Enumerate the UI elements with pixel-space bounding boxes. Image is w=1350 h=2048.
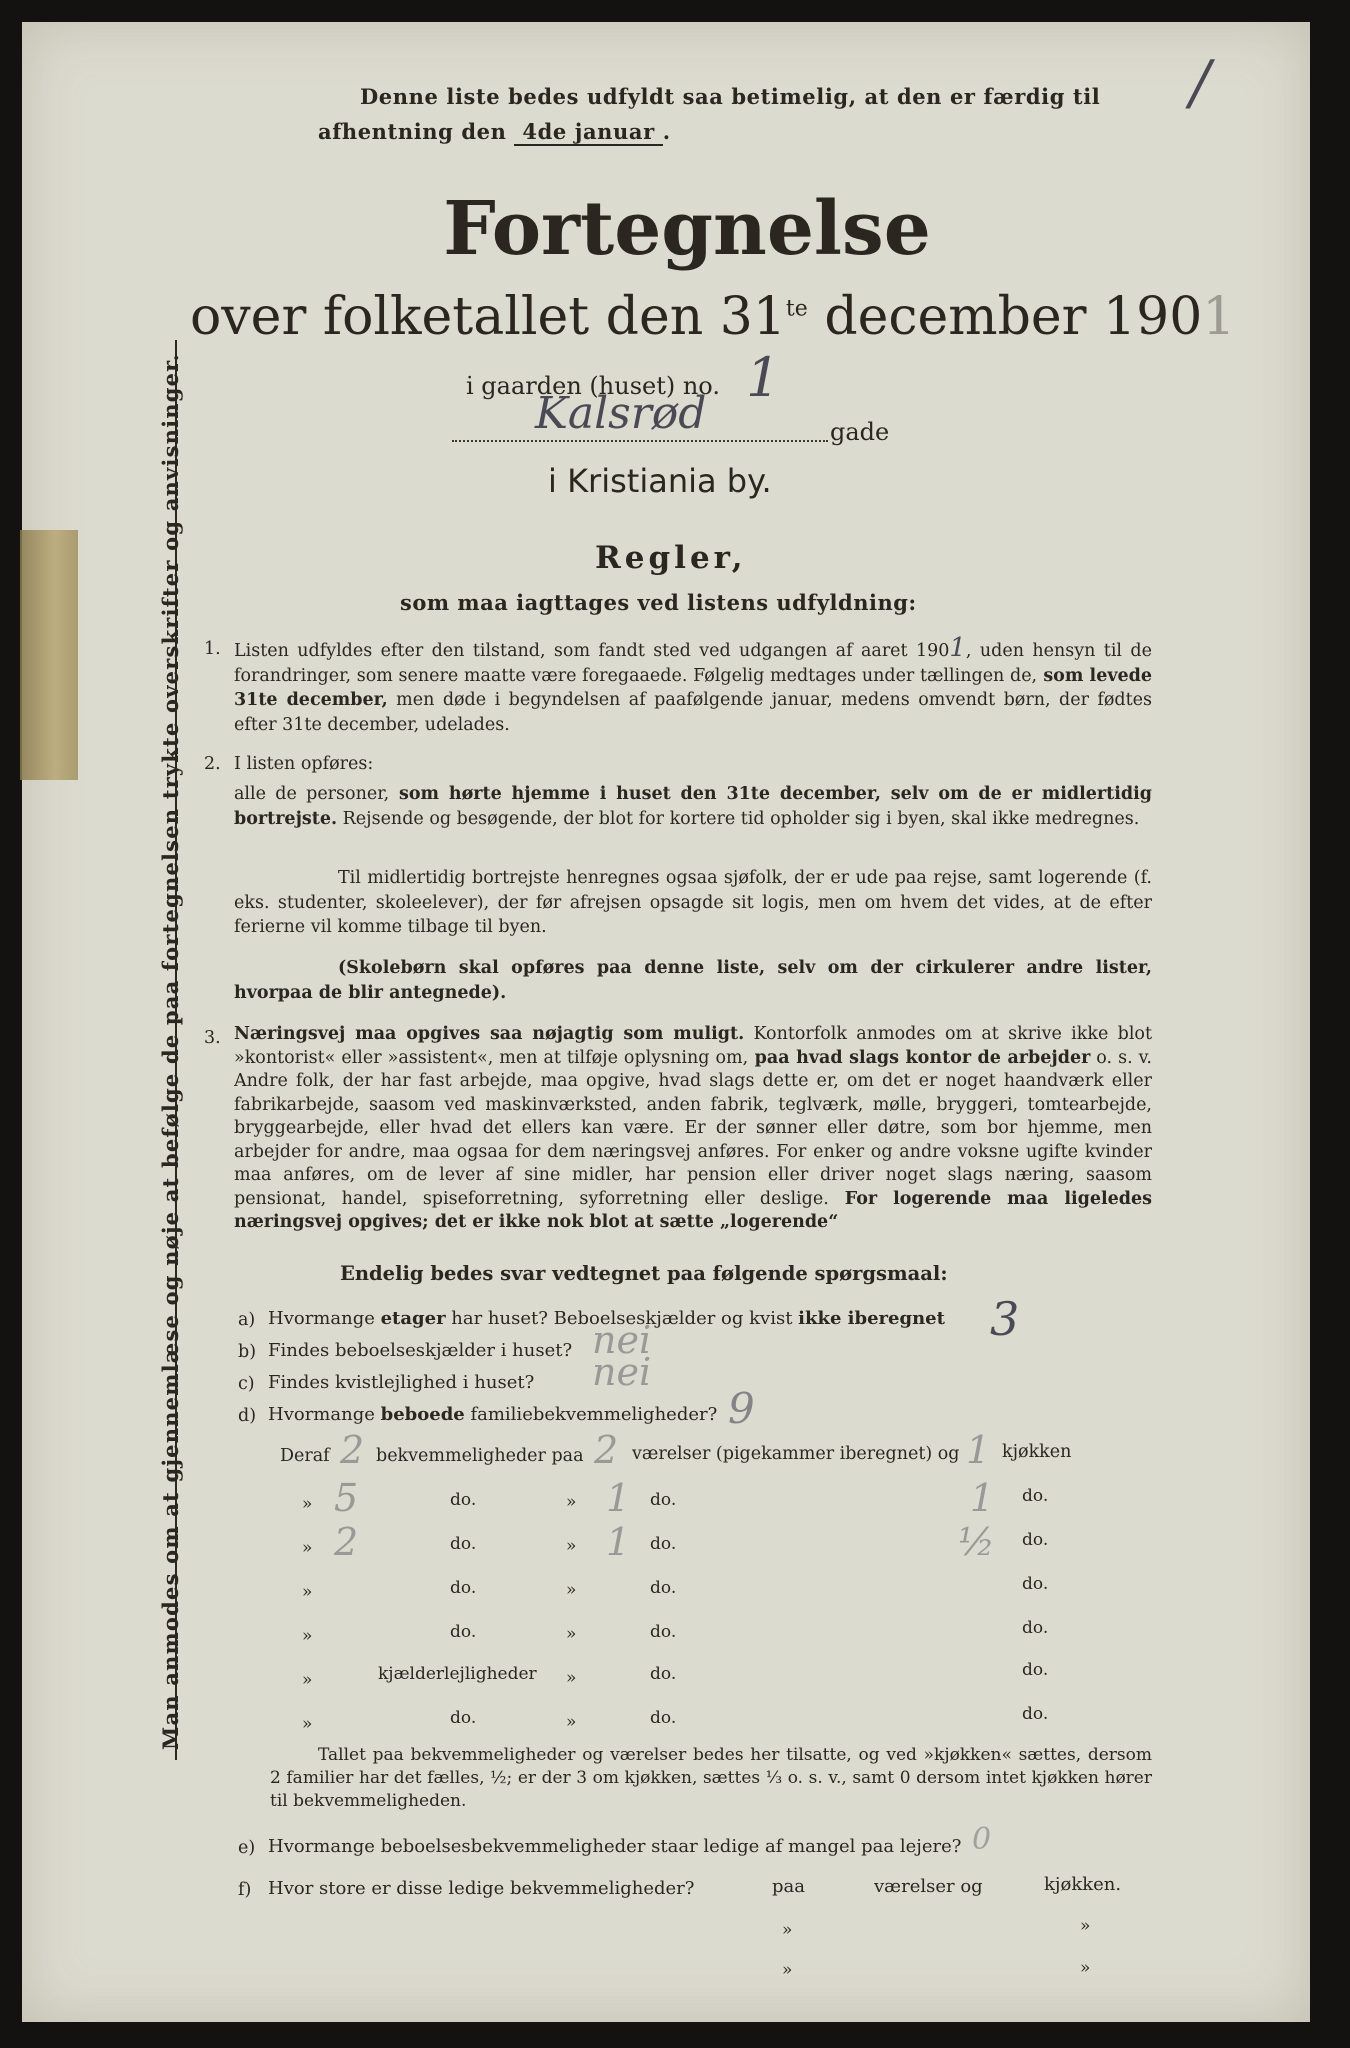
ditto-mark: » [782, 1960, 793, 1980]
rule-3-number: 3. [204, 1028, 221, 1048]
question-a-label: a) [238, 1310, 256, 1330]
question-d-text [268, 1404, 717, 1425]
table-deraf: Deraf [280, 1446, 330, 1466]
page-subtitle [190, 287, 1235, 347]
rule-2-part-a: alle de personer, [234, 784, 390, 804]
ditto-mark: » [302, 1714, 313, 1734]
do-kjok: do. [1022, 1530, 1049, 1550]
street-dotted-line [452, 440, 828, 442]
kjaelder-label: kjælderlejligheder [378, 1664, 537, 1684]
do-kjok: do. [1022, 1486, 1049, 1506]
street-suffix: gade [830, 418, 890, 446]
rule-2-heading: I listen opføres: [234, 754, 374, 774]
question-c-text: Findes kvistlejlighed i huset? [268, 1372, 535, 1393]
rule-3-bold-2: paa hvad slags kontor de arbejder [748, 1047, 1091, 1068]
do-vaer: do. [650, 1622, 677, 1642]
question-c-label: c) [238, 1374, 255, 1394]
answer-b: nei [592, 1318, 652, 1362]
do-kjok: do. [1022, 1660, 1049, 1680]
row1-vaer: 2 [594, 1428, 619, 1472]
row2-vaer: 1 [606, 1476, 631, 1520]
do-bekv: do. [450, 1708, 477, 1728]
rule-1-part-a: Listen udfyldes efter den tilstand, som fandt sted ved udgangen af aaret 190 [234, 641, 950, 661]
question-b-text: Findes beboelseskjælder i huset? [268, 1340, 573, 1361]
question-e-label: e) [238, 1838, 256, 1858]
ditto-mark: » [1080, 1958, 1091, 1978]
do-vaer: do. [650, 1534, 677, 1554]
city-line: i Kristiania by. [548, 462, 772, 500]
row3-vaer: 1 [606, 1520, 631, 1564]
do-kjok: do. [1022, 1704, 1049, 1724]
question-e-text: Hvormange beboelsesbekvemmeligheder staar ledige af mangel paa lejere? [268, 1836, 962, 1857]
ditto-mark: » [566, 1712, 577, 1732]
street-name-handwritten: Kalsrød [535, 388, 707, 439]
ditto-mark: » [566, 1668, 577, 1688]
subtitle-sup: te [785, 296, 808, 322]
row2-kjok: 1 [970, 1476, 995, 1520]
question-f-label: f) [238, 1880, 252, 1900]
house-label: i gaarden (huset) no. [466, 372, 720, 400]
ditto-mark: » [566, 1536, 577, 1556]
ditto-mark: » [302, 1582, 313, 1602]
qa-bold-2: ikke iberegnet [798, 1308, 945, 1329]
rule-1-part-b: , uden hensyn til de forandringer, som senere maatte være foregaaede. Følgelig medtages under tællingen de, [234, 641, 1152, 686]
answer-d: 9 [728, 1384, 755, 1433]
qd-text-2: familiebekvemmeligheder? [464, 1404, 718, 1425]
rule-2-number: 2. [204, 754, 221, 774]
table-vaer-header: værelser (pigekammer iberegnet) og [632, 1444, 960, 1464]
ditto-mark: » [1080, 1916, 1091, 1936]
qd-text-1: Hvormange [268, 1404, 381, 1425]
note-text: Tallet paa bekvemmeligheder og værelser bedes her tilsatte, og ved »kjøkken« sættes, dersom 2 familier har det fælles, ½; er der 3 om kjøkken, sættes ⅓ o. s. v., samt 0 dersom intet kjøkken hører til bekvemmeligheden. [270, 1745, 1152, 1811]
do-kjok: do. [1022, 1618, 1049, 1638]
rule-3-text [234, 1023, 1152, 1235]
page-title: Fortegnelse [443, 186, 931, 272]
rule-2-bold: som hørte hjemme i huset den 31te december, selv om de er midlertidig bortrejste. [234, 784, 1152, 829]
rule-3-bold-3: For logerende maa ligeledes næringsvej opgives; det er ikke nok blot at sætte „logerende“ [234, 1188, 1153, 1232]
f-kjok: kjøkken. [1044, 1874, 1122, 1895]
answer-a: 3 [990, 1292, 1020, 1346]
do-bekv: do. [450, 1622, 477, 1642]
question-b-label: b) [238, 1342, 257, 1362]
ditto-mark: » [566, 1492, 577, 1512]
row1-kjok: 1 [966, 1428, 991, 1472]
house-number: 1 [746, 346, 781, 409]
do-vaer: do. [650, 1664, 677, 1684]
rules-subheading: som maa iagttages ved listens udfyldning: [400, 590, 917, 615]
rule-2-skoleborn: (Skolebørn skal opføres paa denne liste, selv om der cirkulerer andre lister, hvorpaa de blir antegnede). [234, 958, 1152, 1003]
notice-date: 4de januar [514, 119, 662, 146]
qd-bold: beboede [380, 1404, 465, 1425]
ditto-mark: » [302, 1670, 313, 1690]
corner-mark: / [1190, 48, 1211, 118]
do-bekv: do. [450, 1534, 477, 1554]
row3-bekv: 2 [334, 1520, 359, 1564]
ditto-mark: » [302, 1538, 313, 1558]
do-kjok: do. [1022, 1574, 1049, 1594]
rule-2-part-b: Rejsende og besøgende, der blot for kortere tid opholder sig i byen, skal ikke medregnes. [337, 808, 1140, 829]
do-bekv: do. [450, 1490, 477, 1510]
rule-1-part-c: men døde i begyndelsen af paafølgende januar, medens omvendt børn, der fødtes efter 31te december, udelades. [234, 690, 1152, 735]
rule-1-bold: som levede 31te december, [234, 665, 1153, 710]
f-vaer: værelser og [874, 1876, 983, 1897]
table-kjok-header: kjøkken [1002, 1442, 1072, 1462]
rules-heading: Regler, [595, 540, 747, 576]
row1-bekv: 2 [340, 1428, 365, 1472]
notice-prefix: afhentning den [318, 119, 515, 144]
notice-line-2 [318, 119, 671, 144]
qa-bold-1: etager [380, 1308, 446, 1329]
rule-3-part-a: Kontorfolk anmodes om at skrive ikke blot »kontorist« eller »assistent«, men at tilføje oplysning om, [234, 1024, 1152, 1068]
table-bekv-header: bekvemmeligheder paa [376, 1446, 584, 1466]
subtitle-year-digit: 1 [1202, 287, 1236, 347]
subtitle-year: december 190 [807, 287, 1203, 347]
rule-3-bold-1: Næringsvej maa opgives saa nøjagtig som muligt. [234, 1024, 745, 1044]
ditto-mark: » [302, 1626, 313, 1646]
rule-3-part-b: o. s. v. Andre folk, der har fast arbejde, maa opgive, hvad slags dette er, om det er noget haandværk eller fabrikarbejde, saasom ved maskinværksted, anden fabrik, teglværk, mølle, bryggeri, tomtearbejde, bryggearbejde, eller hvad det ellers kan være. Er der sønner eller døtre, som bor hjemme, men arbejder for andre, maa ogsaa for dem næringsvej anføres. For enker og andre voksne ugifte kvinder maa anføres, om de lever af sine midler, har pension eller driver noget slags næring, saasom pensionat, handel, spiseforretning, syforretning eller deslige. [234, 1047, 1152, 1209]
rule-2-text [234, 782, 1152, 831]
rule-1-text [234, 633, 1153, 737]
answer-c: nei [592, 1350, 652, 1394]
do-vaer: do. [650, 1578, 677, 1598]
row3-kjok: ½ [958, 1520, 995, 1564]
row2-bekv: 5 [334, 1476, 359, 1520]
question-f-text: Hvor store er disse ledige bekvemmeligheder? [268, 1878, 695, 1899]
ditto-mark: » [782, 1920, 793, 1940]
question-d-label: d) [238, 1406, 257, 1426]
qa-text-2: har huset? Beboelseskjælder og kvist [445, 1308, 799, 1329]
subtitle-text: over folketallet den 31 [190, 287, 786, 347]
do-vaer: do. [650, 1708, 677, 1728]
ditto-mark: » [566, 1580, 577, 1600]
rule-1-year: 1 [949, 633, 966, 663]
ditto-mark: » [302, 1494, 313, 1514]
side-instruction: Man anmodes om at gjennemlæse og nøje at befølge de paa fortegnelsen trykte overskrifter og anvisninger. [158, 352, 183, 1750]
do-bekv: do. [450, 1578, 477, 1598]
rule-1-number: 1. [204, 639, 221, 659]
tape-strip [20, 530, 78, 780]
rule-2-bortrejste: Til midlertidig bortrejste henregnes ogsaa sjøfolk, der er ude paa rejse, samt logerende (f. eks. studenter, skoleelever), der før afrejsen opsagde sit logis, men om hvem det vides, at de efter ferierne vil komme tilbage til byen. [234, 868, 1152, 937]
f-paa: paa [772, 1876, 805, 1897]
qa-text-1: Hvormange [268, 1308, 381, 1329]
ditto-mark: » [566, 1624, 577, 1644]
notice-suffix: . [662, 119, 671, 144]
questions-heading: Endelig bedes svar vedtegnet paa følgende spørgsmaal: [340, 1262, 948, 1285]
notice-line-1: Denne liste bedes udfyldt saa betimelig, at den er færdig til [360, 84, 1101, 109]
answer-e: 0 [972, 1822, 992, 1857]
do-vaer: do. [650, 1490, 677, 1510]
